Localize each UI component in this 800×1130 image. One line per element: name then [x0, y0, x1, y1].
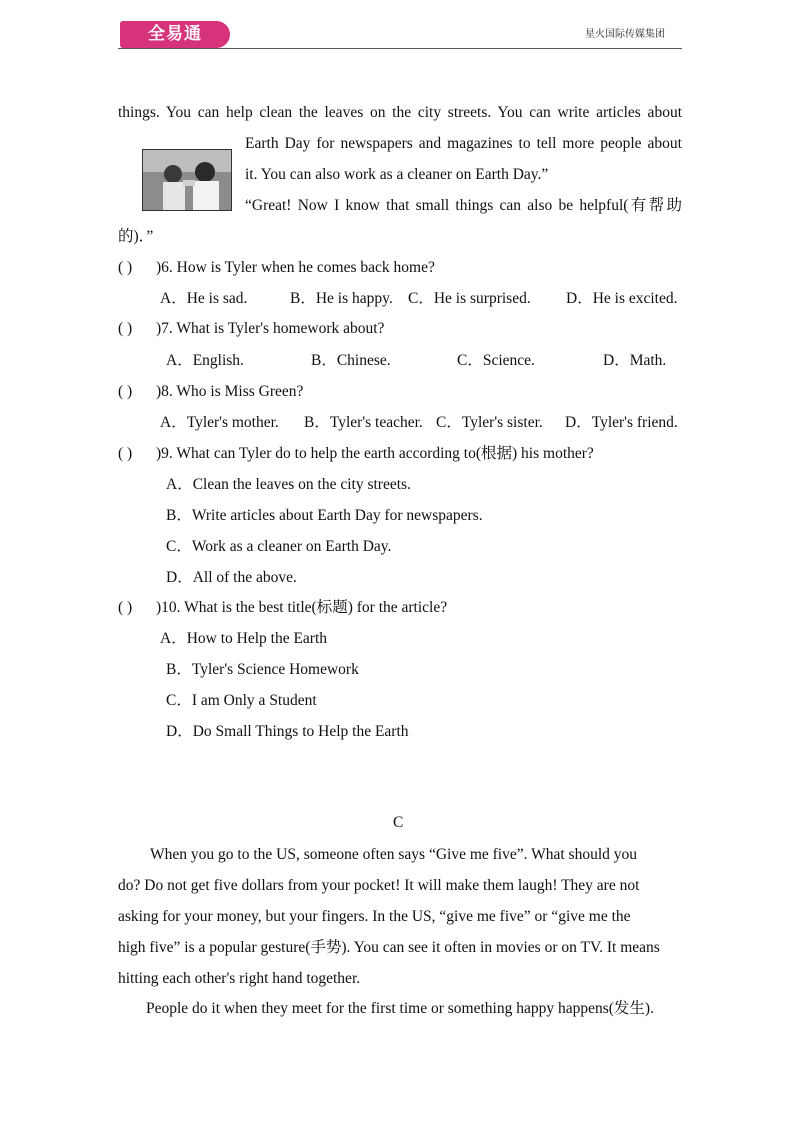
option-b: B．Tyler's teacher. [304, 414, 423, 431]
option-b: B．Write articles about Earth Day for newspapers. [166, 507, 483, 524]
option-a: A．Clean the leaves on the city streets. [166, 476, 411, 493]
option-c: C．Tyler's sister. [436, 414, 543, 431]
option-d: D．All of the above. [166, 569, 297, 586]
passage-c-line: do? Do not get five dollars from your pocket! It will make them laugh! They are not [118, 877, 640, 894]
option-a: A．How to Help the Earth [160, 630, 328, 647]
option-d: D．He is excited. [566, 290, 678, 307]
option-d: D．Math. [603, 352, 667, 369]
option-c: C．Science. [457, 352, 535, 369]
passage-b-line: things. You can help clean the leaves on the city streets. You can write articles about [118, 104, 682, 121]
answer-blank: ( ) [118, 320, 133, 337]
option-d: D．Tyler's friend. [565, 414, 678, 431]
passage-b-line: it. You can also work as a cleaner on Earth Day.” [245, 166, 549, 183]
question-stem: )10. What is the best title(标题) for the article? [156, 599, 448, 616]
passage-c-line: high five” is a popular gesture(手势). You can see it often in movies or on TV. It means [118, 939, 660, 956]
publisher-name: 星火国际传媒集团 [585, 29, 665, 40]
question-stem: )8. Who is Miss Green? [156, 383, 304, 400]
option-a: A．He is sad. [160, 290, 248, 307]
question-stem: )7. What is Tyler's homework about? [156, 320, 385, 337]
option-a: A．Tyler's mother. [160, 414, 279, 431]
option-b: B．Chinese. [311, 352, 391, 369]
passage-c-line: hitting each other's right hand together. [118, 970, 361, 987]
passage-c-line: When you go to the US, someone often says “Give me five”. What should you [150, 846, 638, 863]
option-c: C．He is surprised. [408, 290, 531, 307]
publisher-logo: 全易通 [120, 21, 230, 48]
answer-blank: ( ) [118, 445, 133, 462]
question-stem: )6. How is Tyler when he comes back home? [156, 259, 435, 276]
answer-blank: ( ) [118, 599, 133, 616]
answer-blank: ( ) [118, 383, 133, 400]
answer-blank: ( ) [118, 259, 133, 276]
passage-b-line: “Great! Now I know that small things can also be helpful(有帮助 [245, 197, 682, 214]
question-stem: )9. What can Tyler do to help the earth according to(根据) his mother? [156, 445, 594, 462]
section-heading: C [393, 814, 404, 831]
header-divider [118, 48, 682, 49]
option-a: A．English. [166, 352, 244, 369]
option-b: B．He is happy. [290, 290, 393, 307]
passage-c-line: People do it when they meet for the first time or something happy happens(发生). [146, 1000, 654, 1017]
passage-b-line: Earth Day for newspapers and magazines to tell more people about [245, 135, 682, 152]
option-b: B．Tyler's Science Homework [166, 661, 359, 678]
option-d: D．Do Small Things to Help the Earth [166, 723, 409, 740]
option-c: C．Work as a cleaner on Earth Day. [166, 538, 392, 555]
earth-day-photo [142, 149, 232, 211]
passage-c-line: asking for your money, but your fingers. In the US, “give me five” or “give me the [118, 908, 631, 925]
option-c: C．I am Only a Student [166, 692, 317, 709]
passage-b-line: 的)．” [118, 228, 154, 245]
